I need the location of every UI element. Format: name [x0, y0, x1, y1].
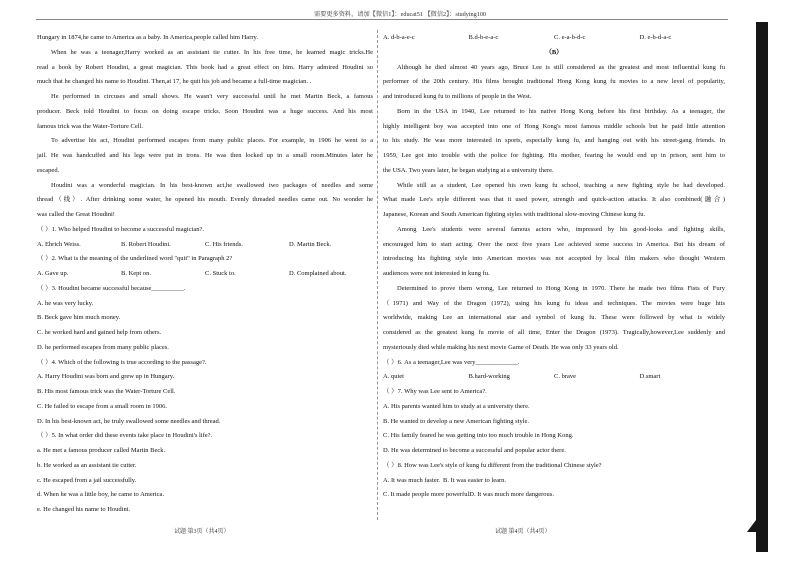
question-line: （ ）3. Houdini became successful because__________.: [37, 284, 186, 292]
text-line: read a book by Robert Houdini, a great magician. This book had a great effect on him. Harry admired Houdini so: [37, 63, 373, 71]
answer-option: D. e-b-d-a-c: [639, 34, 672, 41]
text-line: 1959, Lee got into trouble with the police for fighting. His mother, fearing he would end up in prison, sent him to: [383, 152, 725, 159]
answer-option: A. Gave up.: [37, 270, 69, 277]
answer-option: B.hard-working: [468, 373, 510, 381]
text-line: and introduced kung fu to millions of people in the West.: [383, 93, 532, 100]
text-line: Among Lee's students were several famous actors who, impressed by his good-looks and fighting skills,: [397, 225, 725, 233]
answer-option: A. It was much faster.: [383, 476, 441, 484]
text-line: Hungary in 1874,he came to America as a baby. In America,people called him Harry.: [37, 34, 258, 41]
column-divider: [377, 30, 378, 520]
text-line: C. he worked hard and gained help from others.: [37, 329, 162, 336]
text-line: e. He changed his name to Houdini.: [37, 506, 131, 513]
answer-options: [383, 373, 725, 381]
answer-option: D. Complained about.: [289, 270, 347, 277]
answer-option: A. Ehrich Weiss.: [37, 240, 81, 248]
answer-option: C. e-a-b-d-c: [554, 34, 586, 41]
page-header: 需要更多资料，请加【微信1】：educat51 【微信2】：studying100: [313, 11, 487, 18]
question-line: （ ）1. Who helped Houdini to become a successful magician?.: [37, 225, 204, 233]
text-line: Houdini was a wonderful magician. In his best-known act,he swallowed two packages of needles and some: [51, 181, 373, 189]
text-line: c. He escaped from a jail successfully.: [37, 476, 137, 484]
text-line: D. He was determined to become a successful and popular actor there.: [383, 447, 566, 454]
text-line: Although he died almost 40 years ago, Bruce Lee is still considered as the greatest and most influential kung fu: [397, 63, 725, 71]
text-line: While still as a student, Lee opened his own kung fu school, teaching a new fighting style he had developed.: [397, 181, 725, 189]
text-line: Born in the USA in 1940, Lee returned to his native Hong Kong before his first birthday. As a teenager, the: [397, 107, 725, 115]
text-line: the USA. Two years later, he began studying at a university there.: [383, 166, 554, 174]
text-line: jail. He was handcuffed and his legs were put in irons. He was then locked up in a small room.Minutes later he: [37, 152, 373, 159]
answer-option: B. Kept on.: [121, 270, 151, 277]
answer-options: [37, 270, 373, 278]
text-line: C. He failed to escape from a small room in 1906.: [37, 402, 167, 410]
footer-right: 试题 第4页（共4页）: [495, 529, 551, 535]
answer-option: D. It was much more dangerous.: [469, 491, 554, 499]
binding-strip: [756, 22, 768, 552]
text-line: To advertise his act, Houdini performed escapes from many public places. For example, in 1906 he went to a: [51, 137, 373, 145]
answer-options: [383, 476, 507, 485]
text-line: performer of the 20th century. His films brought traditional Hong Kong kung fu movies to a new level of popularity,: [383, 78, 725, 86]
answer-option: A. d-b-a-e-c: [383, 34, 415, 41]
text-line: A. Harry Houdini was born and grew up in Hungary.: [37, 373, 175, 381]
text-line: encouraged him to start acting. Over the next five years Lee achieved some success in America. But his dream of: [383, 240, 725, 248]
text-line: （1971) and Way of the Dragon (1972), using his kung fu ideas and techniques. The movies were huge hits: [383, 299, 725, 307]
text-line: a. He met a famous producer called Martin Beck.: [37, 447, 166, 454]
answer-option: C. Stuck to.: [205, 270, 236, 277]
answer-option: D.smart: [639, 373, 661, 381]
header-rule: [36, 19, 728, 20]
text-line: producer. Beck told Houdini to focus on doing escape tricks. Soon Houdini was a huge success. And his most: [37, 107, 373, 115]
text-line: B. Beck gave him much money.: [37, 314, 121, 322]
answer-options: [383, 491, 556, 499]
text-line: much that he changed his name to Houdini. Then,at 17, he quit his job and became a full-time magician. .: [37, 78, 312, 86]
text-line: d. When he was a little boy, he came to America.: [37, 491, 165, 499]
text-line: Determined to prove them wrong, Lee returned to Hong Kong in 1970. There he made two films Fists of Fury: [397, 284, 725, 292]
text-line: A. His parents wanted him to study at a university there.: [383, 402, 530, 410]
answer-option: D. Martin Beck.: [289, 240, 332, 248]
text-line: When he was a teenager,Harry worked as an assistant tie cutter. In his free time, he learned magic tricks.He: [51, 48, 373, 56]
text-line: b. He worked as an assistant tie cutter.: [37, 461, 137, 469]
question-line: （ ）8. How was Lee's style of kung fu different from the traditional Chinese style?: [383, 461, 602, 469]
answer-options: [383, 34, 725, 42]
question-line: （ ）6. As a teenager,Lee was very_____________.: [383, 358, 520, 366]
text-line: to his study. He was more interested in sports, especially kung fu, and hanging out with his street-gang friends. In: [383, 137, 725, 145]
text-line: C. His family feared he was getting into too much trouble in Hong Kong.: [383, 432, 574, 440]
question-line: （ ）7. Why was Lee sent to America?.: [383, 388, 487, 395]
text-line: thread（线）. After drinking some water, he opened his mouth. Evenly threaded needles came out. No wonder he: [37, 196, 373, 204]
text-line: famous trick was the Water-Torture Cell.: [37, 122, 143, 130]
text-line: was called the Great Houdini!: [37, 211, 115, 218]
text-line: introducing his fighting style into American movies was not accepted by local film makers who thought Western: [383, 255, 725, 263]
text-line: A. he was very lucky.: [37, 299, 94, 307]
text-line: What made Lee's style different was that it used power, strength and quick-action attacks. It also combined(融合): [383, 196, 725, 204]
answer-option: C. His friends.: [205, 240, 243, 248]
text-line: audiences were not interested in kung fu.: [383, 270, 490, 277]
text-line: mysteriously died while making his next movie Game of Death. He was only 33 years old.: [383, 343, 619, 351]
text-line: （B）: [545, 48, 563, 56]
text-line: D. he performed escapes from many public places.: [37, 343, 169, 351]
text-line: escaped.: [37, 166, 60, 174]
answer-option: A. quiet: [383, 373, 404, 381]
text-line: B. He wanted to develop a new American fighting style.: [383, 417, 530, 425]
footer-left: 试题 第3页（共4页）: [174, 529, 230, 535]
text-line: worldwide, making Lee an international star and symbol of kung fu. These were followed by what is widely: [383, 314, 725, 322]
text-line: B. His most famous trick was the Water-Torture Cell.: [37, 388, 176, 395]
answer-option: C. brave: [554, 373, 577, 381]
corner-mark: [747, 520, 756, 532]
text-line: considered as the greatest kung fu movie of all time, Enter the Dragon (1973). Tragically,however,Lee suddenly and: [383, 329, 725, 336]
answer-option: B.d-b-e-a-c: [468, 34, 499, 41]
question-line: （ ）5. In what order did these events take place in Houdini's life?.: [37, 432, 213, 440]
answer-option: B. It was easier to learn.: [443, 476, 507, 484]
text-line: Japanese, Korean and South American fighting styles with traditional slow-moving Chinese kung fu.: [383, 211, 646, 218]
answer-option: B. Robert Houdini.: [121, 240, 171, 248]
question-line: （ ）2. What is the meaning of the underlined word "quit" in Paragraph 2?: [37, 255, 233, 263]
question-line: （ ）4. Which of the following is true according to the passage?.: [37, 358, 207, 366]
text-line: highly intelligent boy was accepted into one of Hong Kong's most famous middle schools but he paid little attention: [383, 122, 725, 130]
text-line: He performed in circuses and small shows. He wasn't very successful until he met Martin Beck, a famous: [51, 93, 373, 100]
answer-option: C. It made people more powerful.: [383, 491, 471, 499]
text-line: D. In his best-known act, he truly swallowed some needles and thread.: [37, 417, 221, 425]
answer-options: [37, 241, 373, 249]
